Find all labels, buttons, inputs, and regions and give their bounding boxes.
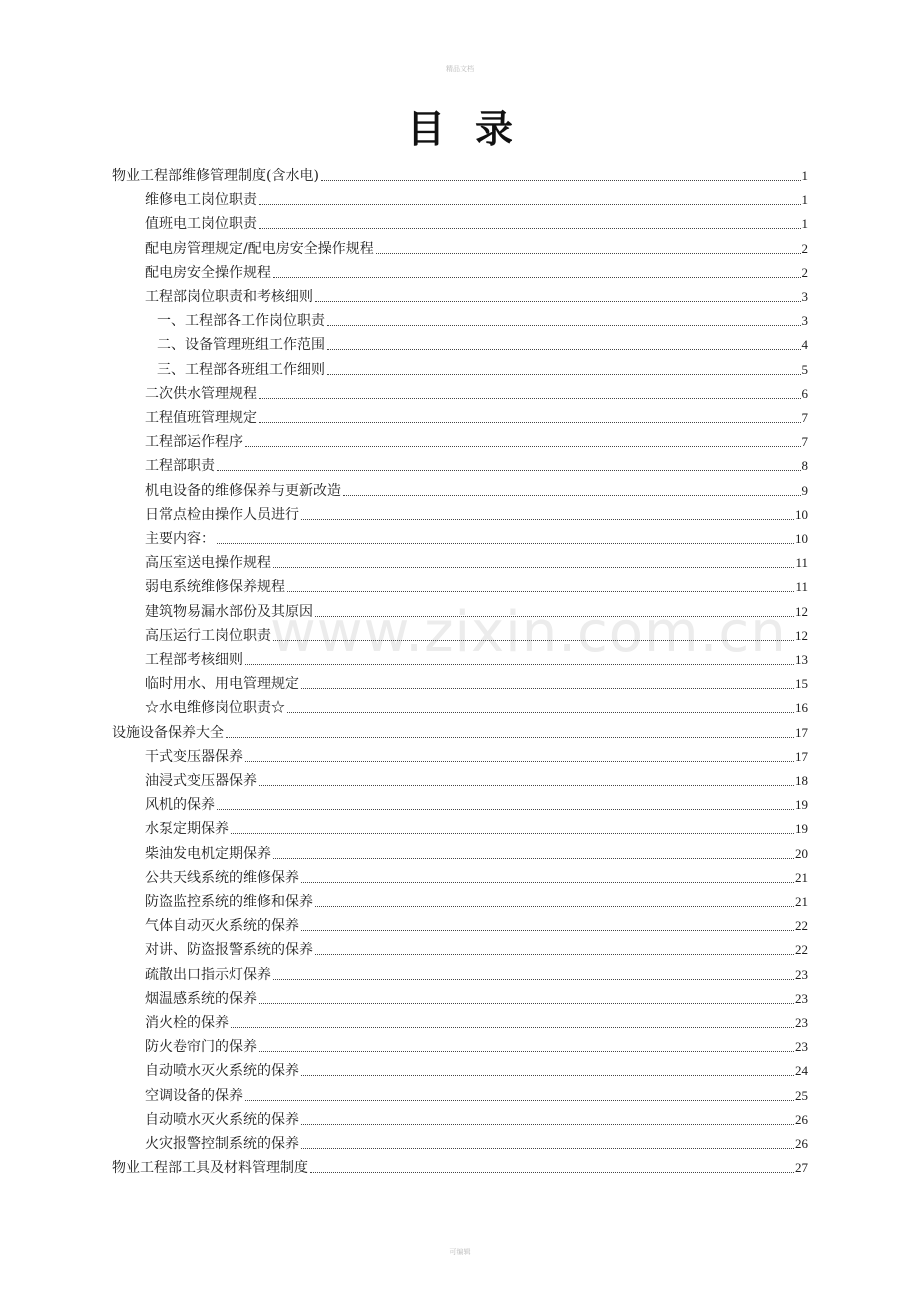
toc-dot-leader bbox=[315, 906, 794, 907]
toc-entry[interactable] bbox=[145, 307, 808, 331]
toc-entry[interactable] bbox=[145, 815, 808, 839]
header-watermark: 精品文档 bbox=[446, 65, 474, 73]
toc-page-number: 7 bbox=[801, 434, 808, 450]
toc-entry-label: 配电房安全操作规程 bbox=[145, 264, 271, 281]
toc-dot-leader bbox=[301, 1148, 794, 1149]
toc-entry-label: 柴油发电机定期保养 bbox=[145, 845, 271, 862]
toc-page-number: 22 bbox=[795, 942, 808, 958]
toc-dot-leader bbox=[259, 204, 801, 205]
site-watermark: www.zixin.com.cn bbox=[270, 600, 787, 665]
toc-entry[interactable] bbox=[145, 331, 808, 355]
toc-page-number: 19 bbox=[795, 821, 808, 837]
toc-entry-label: 建筑物易漏水部份及其原因 bbox=[145, 603, 313, 620]
toc-dot-leader bbox=[231, 1027, 794, 1028]
toc-entry[interactable] bbox=[145, 646, 808, 670]
toc-entry[interactable] bbox=[145, 1009, 808, 1033]
toc-page-number: 22 bbox=[795, 918, 808, 934]
toc-entry-label: 风机的保养 bbox=[145, 797, 215, 814]
toc-dot-leader bbox=[287, 712, 794, 713]
toc-page-number: 8 bbox=[801, 458, 808, 474]
toc-page-number: 1 bbox=[801, 216, 808, 232]
toc-entry-label: 水泵定期保养 bbox=[145, 821, 229, 838]
toc-dot-leader bbox=[259, 1051, 794, 1052]
toc-entry-label: 火灾报警控制系统的保养 bbox=[145, 1136, 299, 1152]
toc-page-number: 3 bbox=[801, 313, 808, 329]
toc-page-number: 1 bbox=[801, 168, 808, 183]
toc-page-number: 12 bbox=[795, 627, 808, 643]
toc-page-number: 23 bbox=[795, 990, 808, 1006]
toc-entry-label: 二次供水管理规程 bbox=[145, 385, 257, 402]
toc-page-number: 20 bbox=[795, 845, 808, 861]
toc-dot-leader bbox=[245, 664, 794, 665]
toc-dot-leader bbox=[259, 422, 801, 423]
toc-page-number: 1 bbox=[801, 192, 808, 208]
toc-entry-label: 弱电系统维修保养规程 bbox=[145, 579, 285, 596]
toc-dot-leader bbox=[327, 374, 801, 375]
toc-entry[interactable] bbox=[145, 622, 808, 646]
toc-entry[interactable] bbox=[145, 985, 808, 1009]
toc-dot-leader bbox=[217, 470, 801, 471]
toc-dot-leader bbox=[327, 325, 801, 326]
toc-page-number: 21 bbox=[795, 869, 808, 885]
toc-page-number: 2 bbox=[801, 240, 808, 256]
toc-dot-leader bbox=[259, 785, 794, 786]
toc-dot-leader bbox=[327, 349, 801, 350]
toc-dot-leader bbox=[343, 495, 801, 496]
toc-entry-label: 油浸式变压器保养 bbox=[145, 773, 257, 789]
toc-entry-label: 气体自动灭火系统的保养 bbox=[145, 918, 299, 935]
toc-entry[interactable] bbox=[145, 1082, 808, 1106]
toc-dot-leader bbox=[259, 228, 801, 229]
toc-dot-leader bbox=[273, 567, 794, 568]
toc-entry[interactable] bbox=[145, 525, 808, 549]
toc-dot-leader bbox=[273, 858, 794, 859]
toc-entry[interactable] bbox=[145, 549, 808, 573]
toc-entry-label: 自动喷水灭火系统的保养 bbox=[145, 1063, 299, 1080]
toc-entry[interactable] bbox=[145, 259, 808, 283]
toc-entry-label: 对讲、防盗报警系统的保养 bbox=[145, 942, 313, 959]
toc-entry-label: 设施设备保养大全 bbox=[112, 724, 224, 741]
toc-page-number: 23 bbox=[795, 1015, 808, 1030]
toc-page-number: 16 bbox=[795, 700, 808, 716]
toc-dot-leader bbox=[315, 616, 794, 617]
toc-dot-leader bbox=[376, 253, 801, 254]
toc-dot-leader bbox=[315, 954, 794, 955]
toc-entry-label: 维修电工岗位职责 bbox=[145, 192, 257, 209]
toc-page-number: 13 bbox=[795, 652, 808, 667]
toc-entry[interactable] bbox=[112, 162, 808, 186]
toc-entry[interactable] bbox=[145, 912, 808, 936]
toc-page-number: 23 bbox=[795, 966, 808, 982]
toc-dot-leader bbox=[273, 277, 801, 278]
toc-page-number: 10 bbox=[795, 531, 808, 546]
toc-entry[interactable] bbox=[145, 1057, 808, 1081]
toc-dot-leader bbox=[287, 591, 794, 592]
toc-entry-label: 物业工程部维修管理制度(含水电) bbox=[112, 168, 319, 184]
toc-page-number: 15 bbox=[795, 676, 808, 692]
toc-entry[interactable] bbox=[145, 452, 808, 476]
toc-entry-label: 一、工程部各工作岗位职责 bbox=[157, 313, 325, 330]
toc-entry[interactable] bbox=[145, 1033, 808, 1057]
toc-entry-label: 机电设备的维修保养与更新改造 bbox=[145, 482, 341, 499]
toc-page-number: 5 bbox=[801, 361, 808, 377]
toc-dot-leader bbox=[273, 640, 794, 641]
toc-page-number: 23 bbox=[795, 1039, 808, 1055]
toc-dot-leader bbox=[301, 1075, 794, 1076]
toc-page-number: 11 bbox=[795, 579, 808, 595]
toc-dot-leader bbox=[217, 809, 794, 810]
toc-entry-label: 高压室送电操作规程 bbox=[145, 555, 271, 572]
toc-entry-label: ☆水电维修岗位职责☆ bbox=[145, 700, 285, 717]
toc-page-number: 18 bbox=[795, 773, 808, 788]
toc-entry[interactable] bbox=[112, 719, 808, 743]
toc-page-number: 19 bbox=[795, 797, 808, 813]
toc-dot-leader bbox=[321, 180, 801, 181]
toc-entry-label: 公共天线系统的维修保养 bbox=[145, 869, 299, 886]
toc-entry[interactable] bbox=[145, 1106, 808, 1130]
toc-page-number: 27 bbox=[795, 1160, 808, 1176]
toc-dot-leader bbox=[273, 979, 794, 980]
toc-entry-label: 临时用水、用电管理规定 bbox=[145, 676, 299, 693]
toc-entry[interactable] bbox=[145, 936, 808, 960]
toc-entry-label: 工程值班管理规定 bbox=[145, 410, 257, 426]
toc-dot-leader bbox=[301, 1124, 794, 1125]
toc-entry[interactable] bbox=[145, 186, 808, 210]
toc-entry[interactable] bbox=[145, 356, 808, 380]
toc-entry[interactable] bbox=[145, 864, 808, 888]
toc-entry[interactable] bbox=[145, 380, 808, 404]
toc-entry-label: 消火栓的保养 bbox=[145, 1015, 229, 1031]
toc-entry[interactable] bbox=[145, 428, 808, 452]
toc-entry[interactable] bbox=[145, 1130, 808, 1154]
toc-entry-label: 值班电工岗位职责 bbox=[145, 216, 257, 233]
toc-entry-label: 工程部运作程序 bbox=[145, 434, 243, 451]
footer-watermark: 可编辑 bbox=[449, 1248, 471, 1256]
toc-page-number: 2 bbox=[801, 264, 808, 280]
toc-entry-label: 疏散出口指示灯保养 bbox=[145, 966, 271, 983]
toc-dot-leader bbox=[217, 543, 794, 544]
toc-entry-label: 三、工程部各班组工作细则 bbox=[157, 361, 325, 378]
toc-dot-leader bbox=[226, 737, 794, 738]
toc-page-number: 6 bbox=[801, 385, 808, 401]
toc-dot-leader bbox=[245, 761, 794, 762]
toc-entry[interactable] bbox=[145, 210, 808, 234]
toc-page-number: 26 bbox=[795, 1136, 808, 1151]
toc-entry[interactable] bbox=[145, 670, 808, 694]
toc-page-number: 4 bbox=[801, 337, 808, 353]
toc-entry-label: 空调设备的保养 bbox=[145, 1087, 243, 1104]
toc-entry[interactable] bbox=[145, 598, 808, 622]
toc-dot-leader bbox=[310, 1172, 794, 1173]
toc-entry-label: 工程部岗位职责和考核细则 bbox=[145, 289, 313, 305]
toc-page-number: 17 bbox=[795, 724, 808, 740]
toc-dot-leader bbox=[259, 398, 801, 399]
toc-page-number: 17 bbox=[795, 748, 808, 764]
toc-entry[interactable] bbox=[145, 573, 808, 597]
toc-page-number: 10 bbox=[795, 506, 808, 522]
toc-entry[interactable] bbox=[145, 235, 808, 259]
toc-dot-leader bbox=[315, 301, 801, 302]
toc-page-number: 9 bbox=[801, 482, 808, 498]
toc-dot-leader bbox=[259, 1003, 794, 1004]
page-title: 目录 bbox=[406, 106, 543, 151]
toc-page-number: 12 bbox=[795, 603, 808, 619]
toc-entry-label: 工程部考核细则 bbox=[145, 652, 243, 668]
toc-dot-leader bbox=[245, 446, 801, 447]
toc-entry[interactable] bbox=[112, 1154, 808, 1178]
toc-dot-leader bbox=[245, 1100, 794, 1101]
toc-entry[interactable] bbox=[145, 961, 808, 985]
toc-entry-label: 配电房管理规定/配电房安全操作规程 bbox=[145, 240, 374, 257]
toc-entry-label: 工程部职责 bbox=[145, 458, 215, 475]
toc-entry-label: 防盗监控系统的维修和保养 bbox=[145, 894, 313, 910]
toc-entry[interactable] bbox=[145, 477, 808, 501]
toc-page-number: 26 bbox=[795, 1111, 808, 1127]
toc-page-number: 24 bbox=[795, 1063, 808, 1079]
toc-entry[interactable] bbox=[145, 840, 808, 864]
toc-entry[interactable] bbox=[145, 501, 808, 525]
toc-dot-leader bbox=[301, 519, 794, 520]
toc-dot-leader bbox=[301, 688, 794, 689]
toc-page-number: 7 bbox=[801, 410, 808, 425]
toc-entry[interactable] bbox=[145, 743, 808, 767]
toc-entry-label: 高压运行工岗位职责 bbox=[145, 627, 271, 644]
toc-entry[interactable] bbox=[145, 888, 808, 912]
toc-dot-leader bbox=[301, 882, 794, 883]
toc-entry[interactable] bbox=[145, 791, 808, 815]
toc-entry-label: 主要内容： bbox=[145, 531, 215, 547]
toc-entry[interactable] bbox=[145, 283, 808, 307]
toc-entry-label: 烟温感系统的保养 bbox=[145, 990, 257, 1007]
toc-page-number: 11 bbox=[795, 555, 808, 571]
toc-entry[interactable] bbox=[145, 767, 808, 791]
toc-entry-label: 物业工程部工具及材料管理制度 bbox=[112, 1160, 308, 1177]
toc-entry[interactable] bbox=[145, 694, 808, 718]
toc-page-number: 25 bbox=[795, 1087, 808, 1103]
toc-entry-label: 日常点检由操作人员进行 bbox=[145, 506, 299, 523]
toc-page-number: 21 bbox=[795, 894, 808, 909]
toc-dot-leader bbox=[231, 833, 794, 834]
toc-entry-label: 自动喷水灭火系统的保养 bbox=[145, 1111, 299, 1128]
toc-dot-leader bbox=[301, 930, 794, 931]
toc-page-number: 3 bbox=[801, 289, 808, 304]
toc-entry[interactable] bbox=[145, 404, 808, 428]
toc-entry-label: 二、设备管理班组工作范围 bbox=[157, 337, 325, 354]
toc-entry-label: 干式变压器保养 bbox=[145, 748, 243, 765]
toc-entry-label: 防火卷帘门的保养 bbox=[145, 1039, 257, 1056]
